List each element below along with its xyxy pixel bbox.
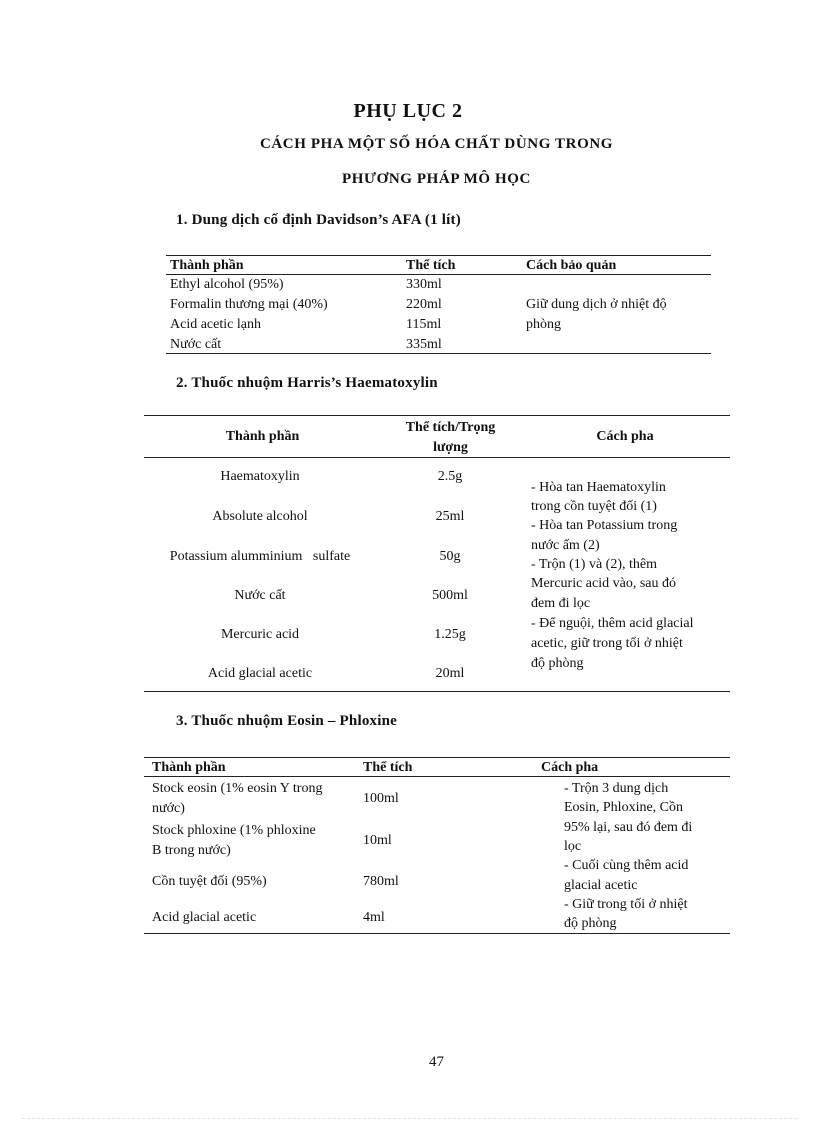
storage-note: phòng [526, 317, 561, 332]
table-cell: 220ml [406, 297, 442, 312]
table-cell: 2.5g [437, 469, 463, 484]
table-rule [144, 457, 730, 458]
table-cell: nước) [152, 801, 185, 816]
table-cell: 780ml [363, 874, 399, 889]
method-line: độ phòng [564, 916, 617, 931]
table-cell: B trong nước) [152, 843, 231, 858]
col-header-amount: Thể tích/Trọng [405, 420, 496, 435]
table-cell: 1.25g [434, 627, 466, 642]
col-header-method: Cách pha [596, 429, 654, 444]
method-line: - Trộn 3 dung dịch [564, 781, 669, 796]
section1-title: 1. Dung dịch cố định Davidson’s AFA (1 lít) [176, 212, 461, 228]
method-line: - Hòa tan Potassium trong [531, 518, 678, 533]
method-line: Eosin, Phloxine, Cồn [564, 800, 684, 815]
table-cell: 115ml [406, 317, 442, 332]
table-cell: 500ml [432, 588, 468, 603]
table-cell: Nước cất [170, 337, 222, 352]
table-cell: 4ml [363, 910, 385, 925]
table-cell: Cồn tuyệt đối (95%) [152, 874, 267, 889]
table-cell: 50g [439, 549, 461, 564]
table-rule [144, 933, 730, 934]
storage-note: Giữ dung dịch ở nhiệt độ [526, 297, 667, 312]
method-line: - Để nguội, thêm acid glacial [531, 616, 694, 631]
col-header-ingredient: Thành phần [225, 429, 300, 444]
table-cell: 335ml [406, 337, 442, 352]
col-header-volume: Thể tích [406, 258, 456, 273]
col-header-volume: Thể tích [363, 760, 413, 775]
table-cell: Mercuric acid [220, 627, 300, 642]
table-cell: Ethyl alcohol (95%) [170, 277, 284, 292]
table-rule [144, 776, 730, 777]
page-subtitle-line2: PHƯƠNG PHÁP MÔ HỌC [342, 171, 531, 187]
page-number: 47 [429, 1054, 444, 1070]
method-line: Mercuric acid vào, sau đó [531, 576, 676, 591]
col-header-amount-line2: lượng [433, 440, 468, 455]
method-line: acetic, giữ trong tối ở nhiệt [531, 636, 683, 651]
col-header-method: Cách pha [541, 760, 599, 775]
table-rule [166, 353, 711, 354]
table-cell: 20ml [435, 666, 465, 681]
table-cell: 25ml [435, 509, 465, 524]
method-line: trong cồn tuyệt đối (1) [531, 499, 657, 514]
method-line: - Hòa tan Haematoxylin [531, 480, 666, 495]
section3-title: 3. Thuốc nhuộm Eosin – Phloxine [176, 713, 397, 729]
method-line: độ phòng [531, 656, 584, 671]
page-subtitle-line1: CÁCH PHA MỘT SỐ HÓA CHẤT DÙNG TRONG [259, 136, 614, 152]
method-line: đem đi lọc [531, 596, 591, 611]
method-line: lọc [564, 839, 582, 854]
section2-title: 2. Thuốc nhuộm Harris’s Haematoxylin [176, 375, 438, 391]
method-line: - Trộn (1) và (2), thêm [531, 557, 657, 572]
table-cell: Acid glacial acetic [152, 910, 257, 925]
table-cell: 10ml [363, 833, 392, 848]
table-cell: Stock eosin (1% eosin Y trong [152, 781, 323, 796]
method-line: 95% lại, sau đó đem đi [564, 820, 693, 835]
table-cell: Acid acetic lạnh [170, 317, 261, 332]
table-rule [144, 757, 730, 758]
page-edge-divider [22, 1118, 797, 1119]
col-header-storage: Cách bảo quản [526, 258, 617, 273]
table-cell: Potassium alumminium sulfate [169, 549, 351, 564]
table-cell: Stock phloxine (1% phloxine [152, 823, 316, 838]
table-rule [144, 415, 730, 416]
table-cell: Haematoxylin [220, 469, 300, 484]
table-cell: Formalin thương mại (40%) [170, 297, 328, 312]
method-line: nước ấm (2) [531, 538, 600, 553]
table-rule [144, 691, 730, 692]
table-cell: Absolute alcohol [212, 509, 308, 524]
method-line: glacial acetic [564, 878, 638, 893]
table-cell: Nước cất [234, 588, 286, 603]
method-line: - Cuối cùng thêm acid [564, 858, 689, 873]
table-cell: Acid glacial acetic [207, 666, 313, 681]
table-cell: 100ml [363, 791, 399, 806]
table-cell: 330ml [406, 277, 442, 292]
col-header-ingredient: Thành phần [170, 258, 244, 273]
page-title: PHỤ LỤC 2 [353, 100, 463, 122]
method-line: - Giữ trong tối ở nhiệt [564, 897, 688, 912]
col-header-ingredient: Thành phần [152, 760, 226, 775]
